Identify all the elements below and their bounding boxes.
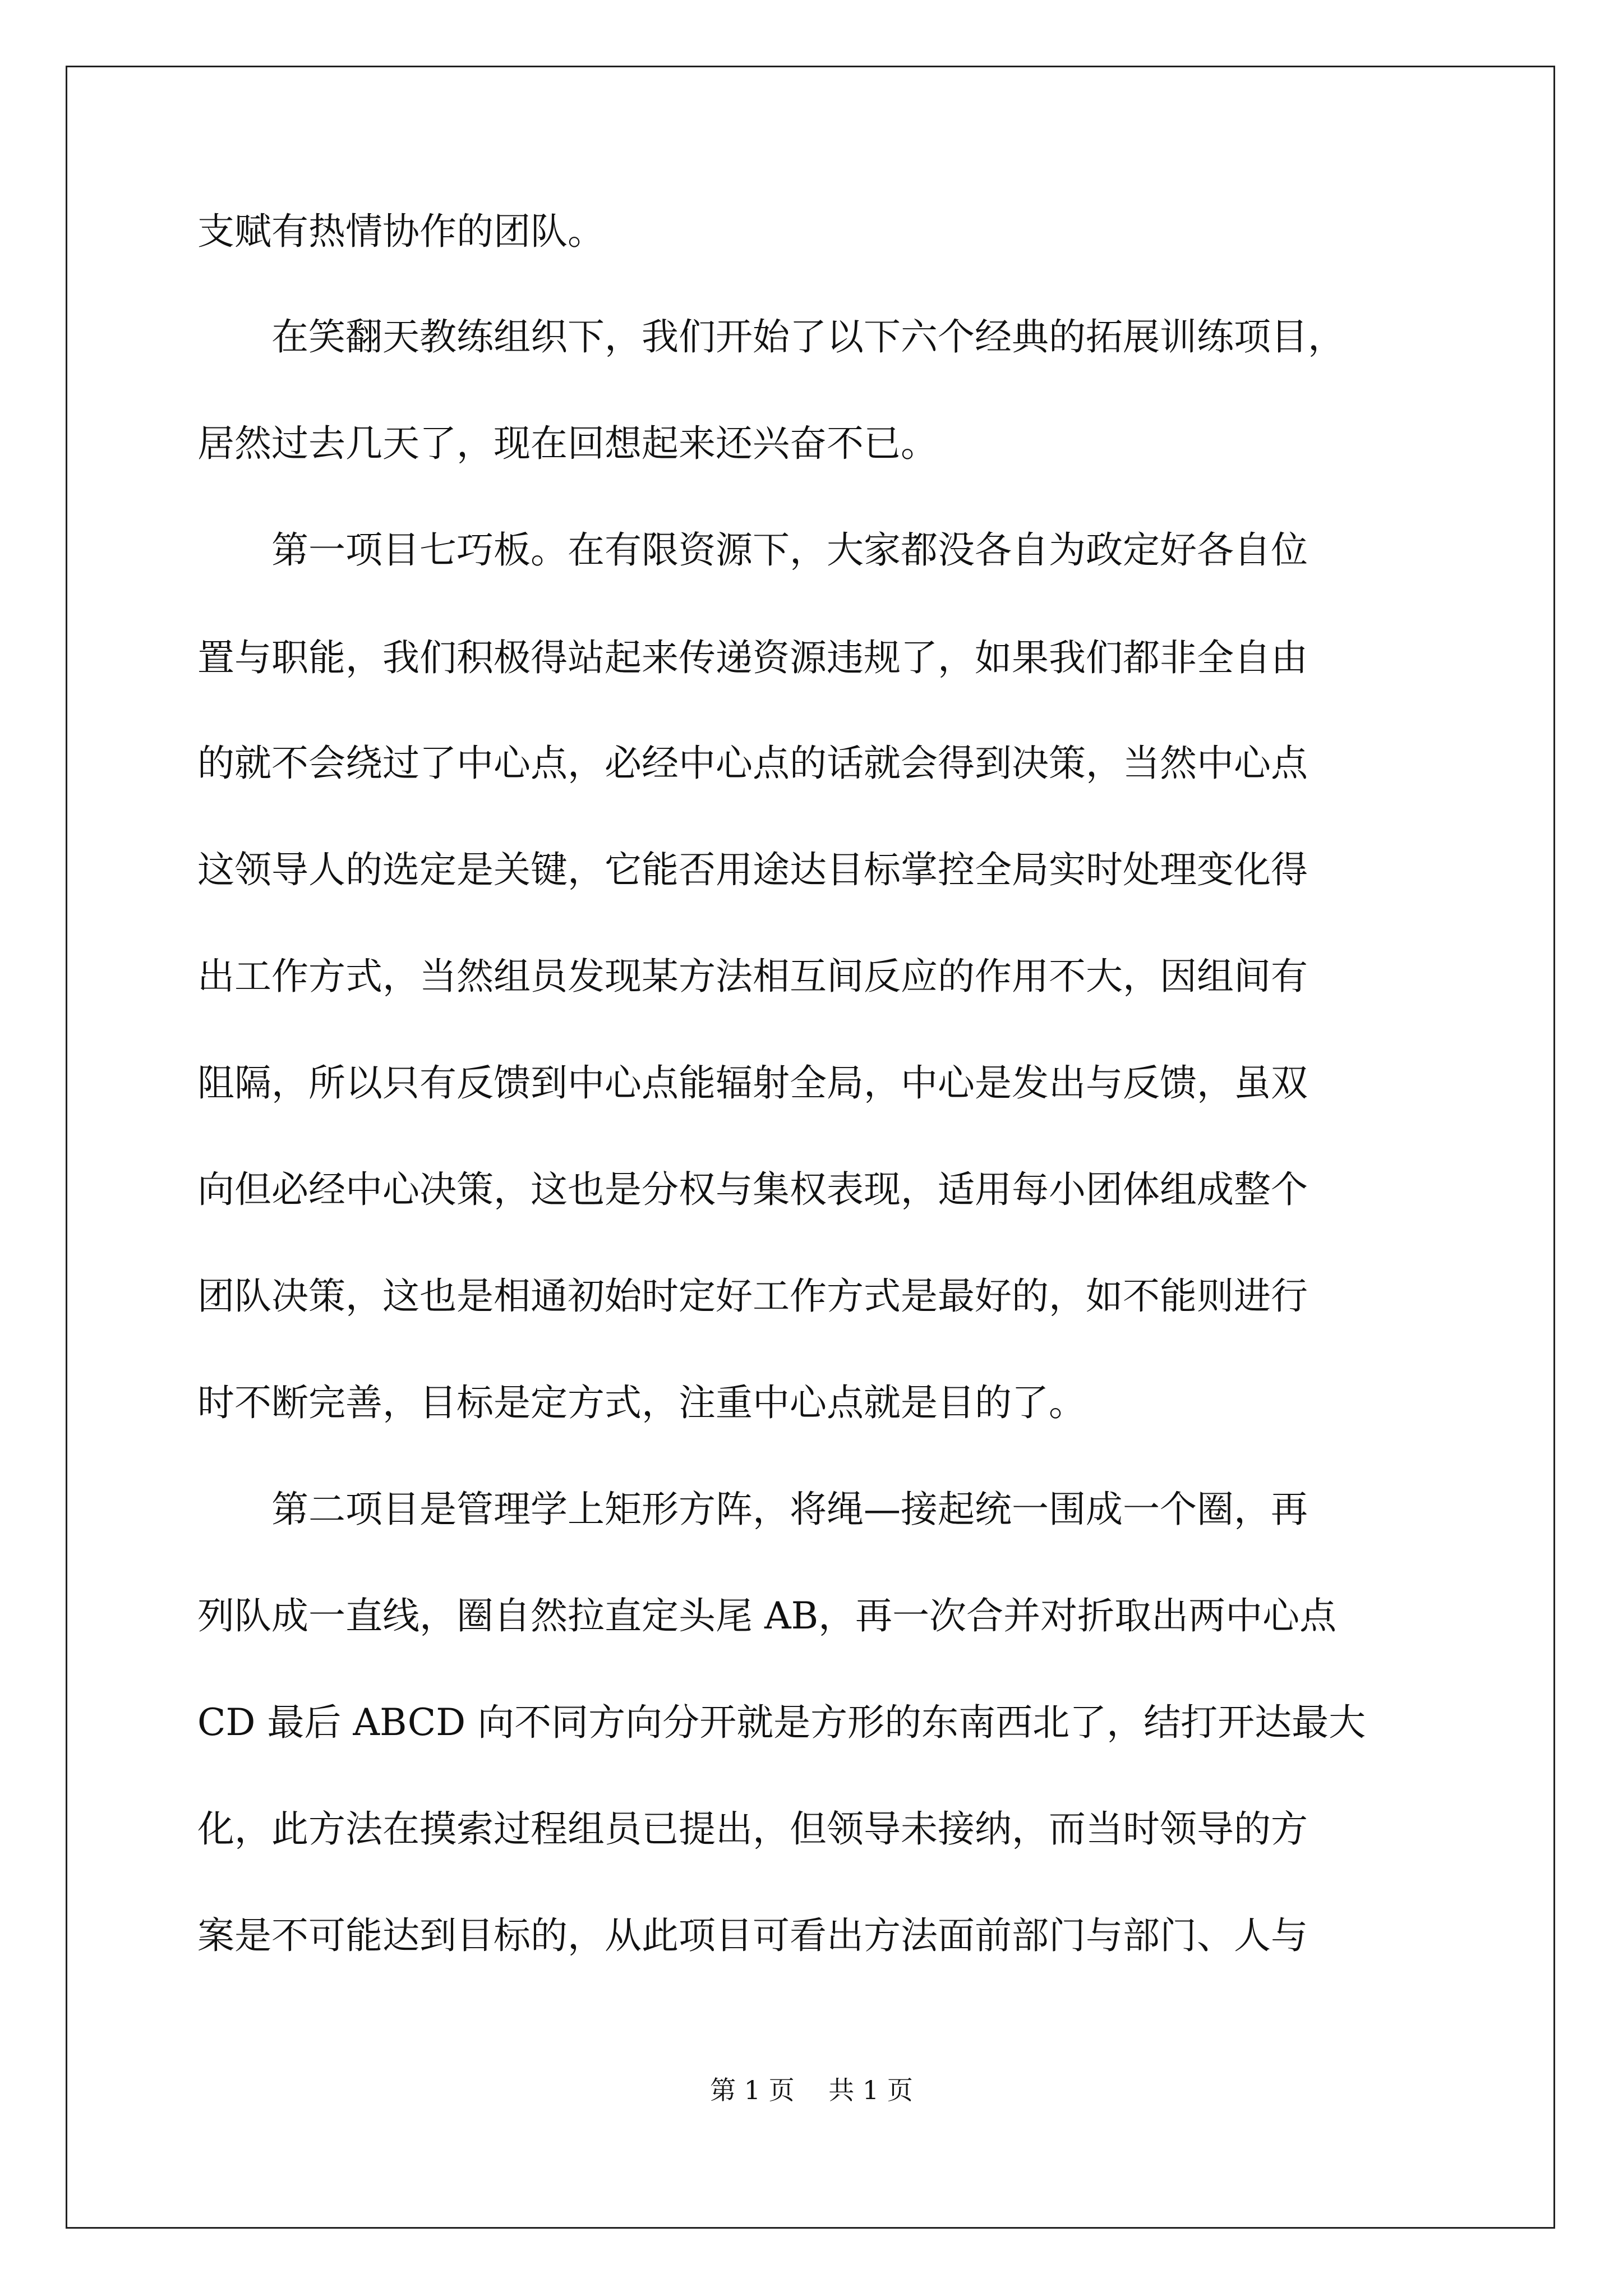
text-line: 置与职能，我们积极得站起来传递资源违规了，如果我们都非全自由 xyxy=(197,636,1308,679)
text-line: 向但必经中心决策，这也是分权与集权表现，适用每小团体组成整个 xyxy=(197,1168,1308,1211)
page-number-footer: 第 1 页 共 1 页 xyxy=(710,2075,913,2105)
text-line: 团队决策，这也是相通初始时定好工作方式是最好的，如不能则进行 xyxy=(197,1274,1308,1318)
text-line: 第二项目是管理学上矩形方阵，将绳—接起统一围成一个圈，再 xyxy=(197,1488,1308,1531)
text-line: 居然过去几天了，现在回想起来还兴奋不已。 xyxy=(197,422,938,465)
text-line: 阻隔，所以只有反馈到中心点能辐射全局，中心是发出与反馈，虽双 xyxy=(197,1061,1308,1105)
text-line: 这领导人的选定是关键，它能否用途达目标掌控全局实时处理变化得 xyxy=(197,848,1308,891)
text-line: 支赋有热情协作的团队。 xyxy=(197,210,605,253)
text-line: 出工作方式，当然组员发现某方法相互间反应的作用不大，因组间有 xyxy=(197,955,1308,998)
text-line: 案是不可能达到目标的，从此项目可看出方法面前部门与部门、人与 xyxy=(197,1914,1308,1957)
text-line: 化，此方法在摸索过程组员已提出，但领导未接纳，而当时领导的方 xyxy=(197,1807,1308,1851)
text-line: 的就不会绕过了中心点，必经中心点的话就会得到决策，当然中心点 xyxy=(197,742,1308,785)
text-line: 时不断完善，目标是定方式，注重中心点就是目的了。 xyxy=(197,1381,1086,1424)
text-line: 第一项目七巧板。在有限资源下，大家都没各自为政定好各自位 xyxy=(197,528,1308,572)
text-line: CD 最后 ABCD 向不同方向分开就是方形的东南西北了，结打开达最大 xyxy=(197,1701,1366,1744)
text-line: 在笑翻天教练组织下，我们开始了以下六个经典的拓展训练项目， xyxy=(197,315,1345,358)
page-border xyxy=(66,66,1555,2229)
text-line: 列队成一直线，圈自然拉直定头尾 AB，再一次合并对折取出两中心点 xyxy=(197,1594,1337,1637)
